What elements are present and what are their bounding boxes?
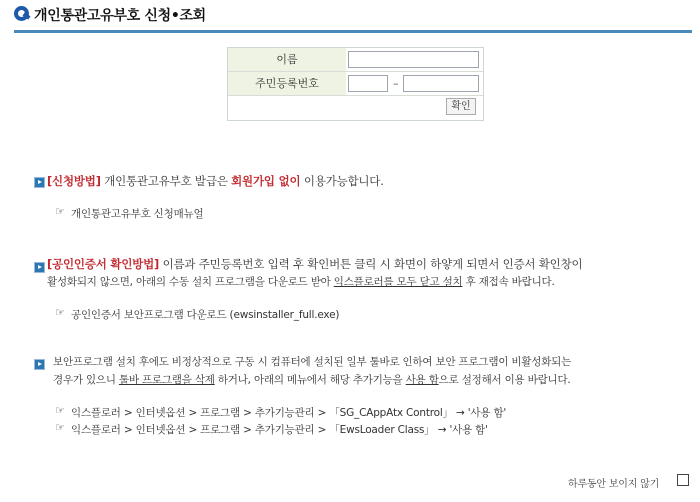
section2-text-1: 이름과 주민등록번호 입력 후 확인버튼 클릭 시 화면이 하얗게 되면서 인증서 확인창이 [159,257,583,271]
section3-underline-1: 툴바 프로그램을 삭제 [118,374,215,386]
section3-line2 [53,372,571,387]
addon-path-2: 익스플로러 > 인터넷옵션 > 프로그램 > 추가기능관리 > 「EwsLoader Class」 → '사용 함' [71,424,488,436]
hide-today-label: 하루동안 보이지 않기 [568,479,660,490]
rrn-front-input[interactable] [348,75,388,92]
rrn-label: 주민등록번호 [228,72,346,95]
hand-pointer-icon: ☞ [55,205,65,218]
hide-today-checkbox[interactable] [677,474,689,486]
bullet-arrow-icon [34,359,45,370]
name-input[interactable] [348,51,479,68]
section1-text-a: 개인통관고유부호 발급은 [100,174,232,188]
section1-highlight: 회원가입 없이 [231,174,301,188]
bullet-arrow-icon [34,177,45,188]
rrn-dash: – [393,77,399,90]
hand-pointer-icon: ☞ [55,306,65,319]
confirm-button[interactable]: 확인 [446,98,476,115]
section3-line1: 보안프로그램 설치 후에도 비정상적으로 구동 시 컴퓨터에 설치된 일부 툴바로 인하여 보안 프로그램이 비활성화되는 [53,356,572,368]
section2-underline: 익스플로러를 모두 닫고 설치 [333,276,463,288]
section2-line1 [47,256,582,272]
section2-tag: [공인인증서 확인방법] [47,257,160,271]
page-title: 개인통관고유부호 신청•조회 [34,8,206,24]
hand-pointer-icon: ☞ [55,421,65,434]
section1-text-b: 이용가능합니다. [300,174,384,188]
bullet-arrow-icon [34,262,45,273]
section2-text-2a: 활성화되지 않으면, 아래의 수동 설치 프로그램을 다운로드 받아 [47,276,334,288]
header [0,0,700,34]
section2-text-2b: 후 재접속 바랍니다. [462,276,555,288]
section3-text-2b: 하거나, 아래의 메뉴에서 해당 추가기능을 [214,374,406,386]
security-download-link[interactable]: 공인인증서 보안프로그램 다운로드 (ewsinstaller_full.exe) [71,309,340,321]
section3-text-2c: 으로 설정해서 이용 바랍니다. [438,374,571,386]
section3-underline-2: 사용 함 [405,374,439,386]
section1-line [47,173,384,189]
hand-pointer-icon: ☞ [55,404,65,417]
addon-path-1: 익스플로러 > 인터넷옵션 > 프로그램 > 추가기능관리 > 「SG_CAppAtx Control」 → '사용 함' [71,407,507,419]
section3-text-2a: 경우가 있으니 [53,374,119,386]
name-label: 이름 [228,48,346,71]
section2-line2 [47,274,555,289]
rrn-back-input[interactable] [403,75,479,92]
header-divider [14,30,692,33]
manual-link[interactable]: 개인통관고유부호 신청매뉴얼 [71,208,204,220]
section1-tag: [신청방법] [47,174,101,188]
